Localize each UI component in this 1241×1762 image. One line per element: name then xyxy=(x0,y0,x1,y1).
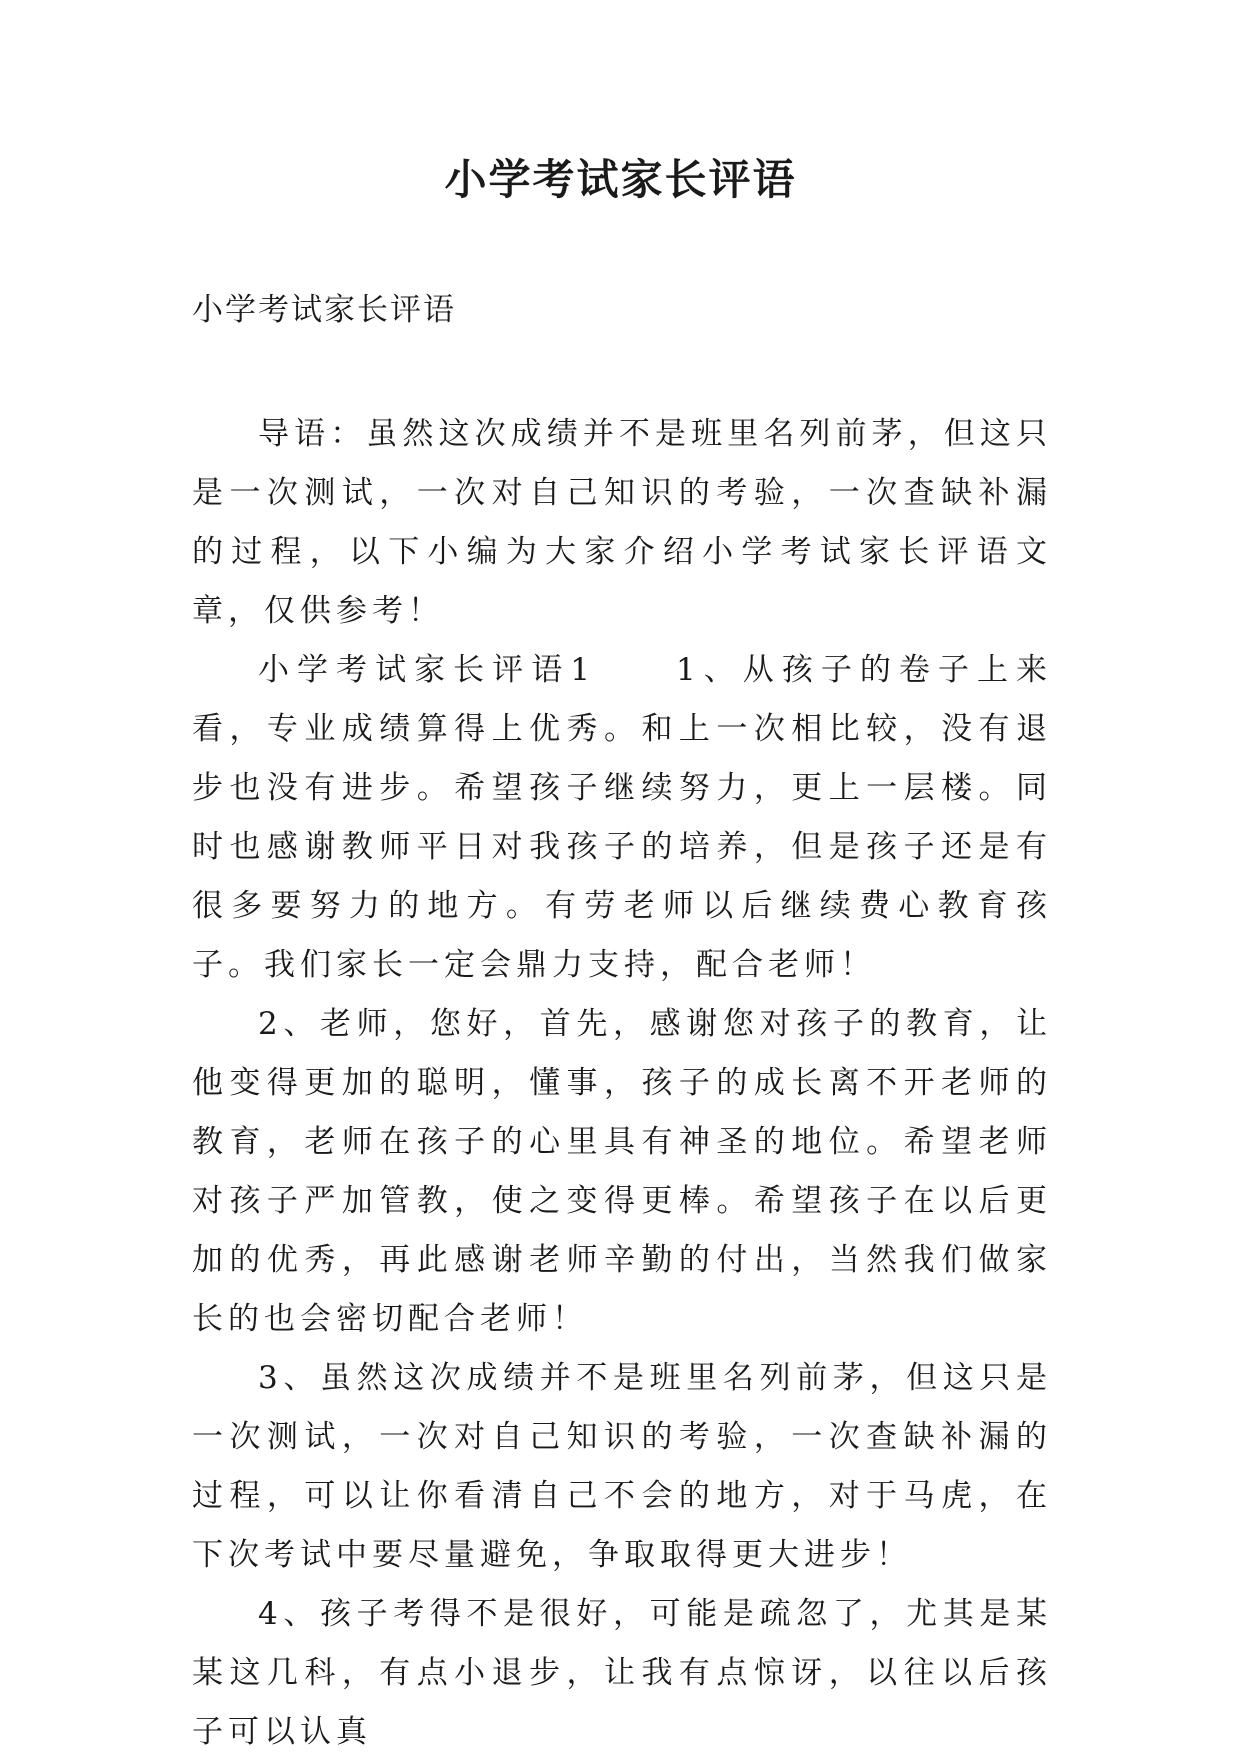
paragraph-comment-1: 小学考试家长评语1 1、从孩子的卷子上来看，专业成绩算得上优秀。和上一次相比较，没有退步也没有进步。希望孩子继续努力，更上一层楼。同时也感谢教师平日对我孩子的培养，但是孩子还是有很多要努力的地方。有劳老师以后继续费心教育孩子。我们家长一定会鼎力支持，配合老师！ xyxy=(192,652,1052,983)
document-title: 小学考试家长评语 xyxy=(444,155,797,204)
paragraph-comment-3: 3、虽然这次成绩并不是班里名列前茅，但这只是一次测试，一次对自己知识的考验，一次查缺补漏的过程，可以让你看清自己不会的地方，对于马虎，在下次考试中要尽量避免，争取取得更大进步！ xyxy=(192,1360,1052,1573)
paragraph-comment-2: 2、老师，您好，首先，感谢您对孩子的教育，让他变得更加的聪明，懂事，孩子的成长离不开老师的教育，老师在孩子的心里具有神圣的地位。希望老师对孩子严加管教，使之变得更棒。希望孩子在以后更加的优秀，再此感谢老师辛勤的付出，当然我们做家长的也会密切配合老师！ xyxy=(192,1006,1052,1337)
paragraph-comment-4: 4、孩子考得不是很好，可能是疏忽了，尤其是某某这几科，有点小退步，让我有点惊讶，以往以后孩子可以认真 xyxy=(192,1596,1052,1750)
document-subtitle: 小学考试家长评语 xyxy=(192,292,456,328)
document-body xyxy=(192,405,1052,1762)
paragraph-intro: 导语：虽然这次成绩并不是班里名列前茅，但这只是一次测试，一次对自己知识的考验，一次查缺补漏的过程，以下小编为大家介绍小学考试家长评语文章，仅供参考！ xyxy=(192,416,1052,629)
